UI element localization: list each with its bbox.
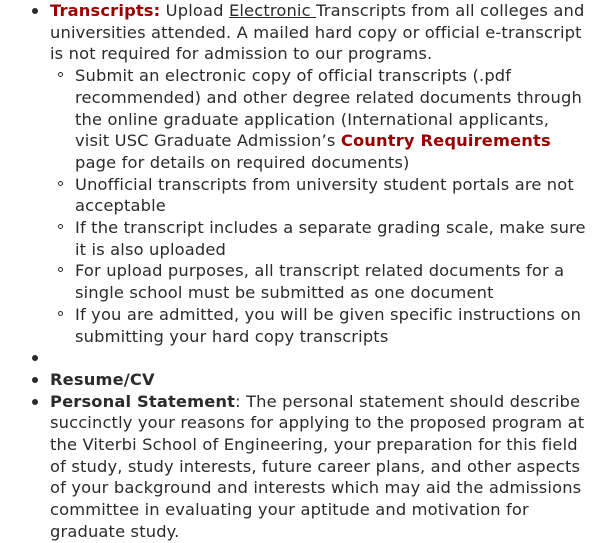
transcripts-text-after: Transcripts from all colleges and universities attended. A mailed hard copy or official e-transcript is not required for admission to our programs.	[50, 1, 585, 64]
transcripts-sub-list	[50, 65, 588, 347]
personal-statement-text: : The personal statement should describe succinctly your reasons for applying to the proposed program at the Viterbi School of Engineering, your preparation for this field of study, study interests, future career plans, and other aspects of your background and interests which may aid the admissions committee in evaluating your aptitude and motivation for graduate study.	[50, 391, 585, 541]
sub-item-admitted: If you are admitted, you will be given specific instructions on submitting your hard copy transcripts	[75, 304, 588, 347]
transcripts-text-before: Upload	[160, 1, 229, 20]
sub-item-unofficial: Unofficial transcripts from university student portals are not acceptable	[75, 174, 588, 217]
sub-item-upload-purposes: For upload purposes, all transcript related documents for a single school must be submitted as one document	[75, 260, 588, 303]
sub-item-grading-scale: If the transcript includes a separate grading scale, make sure it is also uploaded	[75, 217, 588, 260]
sub-item-text: page for details on required documents)	[75, 152, 410, 172]
list-item-transcripts	[50, 0, 588, 347]
resume-label: Resume/CV	[50, 369, 155, 389]
personal-statement-label: Personal Statement	[50, 391, 236, 411]
list-item-resume	[50, 369, 588, 391]
sub-item-text: Submit an electronic copy of official transcripts (.pdf recommended) and other degree related documents through the online graduate application (International applicants, visit USC Graduate Admission’s	[75, 66, 582, 151]
list-item-personal-statement	[50, 391, 588, 543]
list-item-empty	[50, 347, 588, 369]
sub-item-submit-electronic	[75, 65, 588, 174]
electronic-link[interactable]: Electronic	[228, 1, 317, 20]
transcripts-label: Transcripts:	[50, 1, 161, 20]
country-requirements-link[interactable]: Country Requirements	[340, 131, 551, 151]
